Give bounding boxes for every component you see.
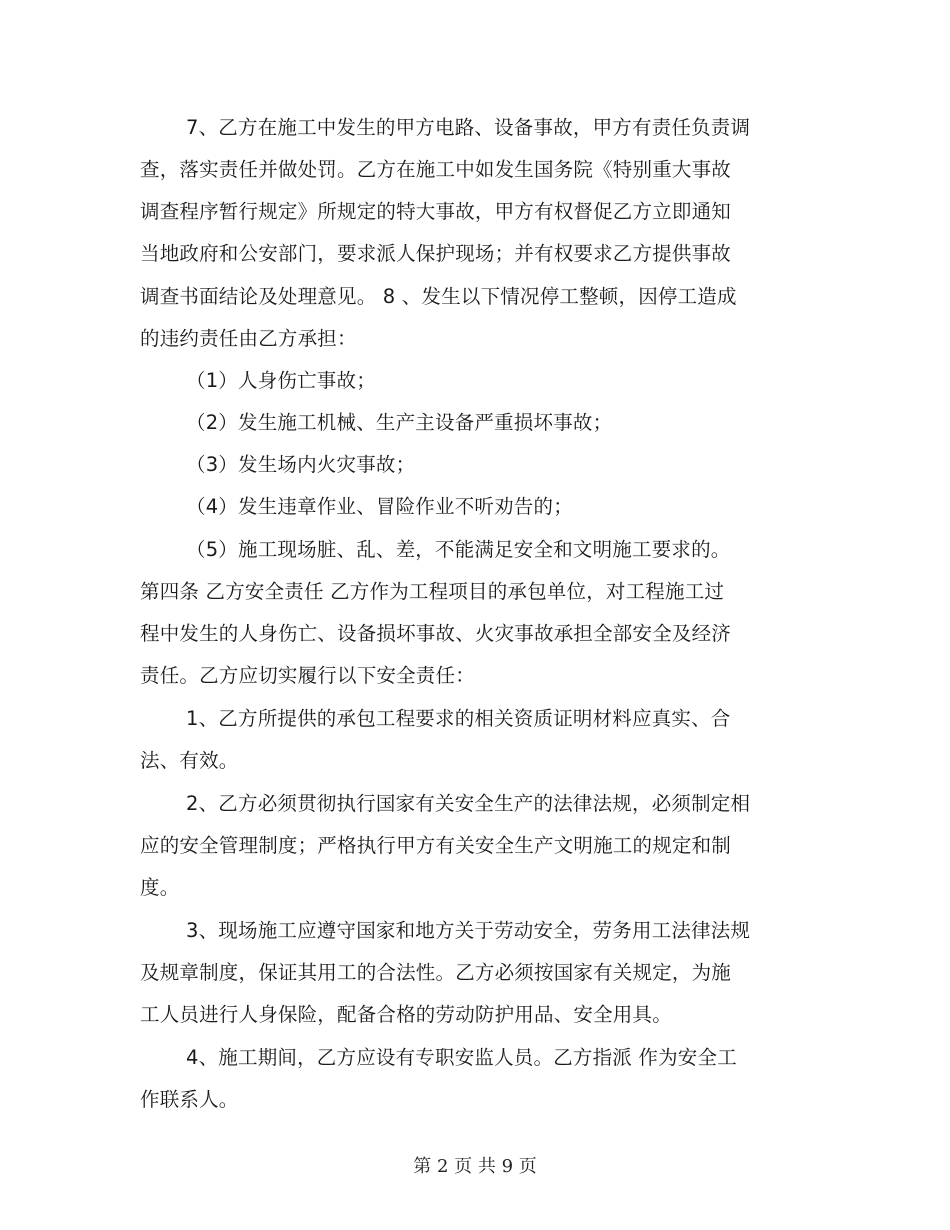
paragraph-line: 1、乙方所提供的承包工程要求的相关资质证明材料应真实、合 xyxy=(186,707,731,730)
paragraph-line: 调查书面结论及处理意见。 8 、发生以下情况停工整顿，因停工造成 xyxy=(140,285,737,308)
paragraph-line: 工人员进行人身保险，配备合格的劳动防护用品、安全用具。 xyxy=(140,1003,672,1026)
list-item: （3）发生场内火灾事故； xyxy=(186,453,416,476)
paragraph-line: 3、现场施工应遵守国家和地方关于劳动安全，劳务用工法律法规 xyxy=(186,919,751,942)
paragraph-line: 责任。乙方应切实履行以下安全责任： xyxy=(140,664,475,687)
paragraph-line: 程中发生的人身伤亡、设备损坏事故、火灾事故承担全部安全及经济 xyxy=(140,622,732,645)
paragraph-line: 7、乙方在施工中发生的甲方电路、设备事故，甲方有责任负责调 xyxy=(186,116,751,139)
paragraph-line: 的违约责任由乙方承担： xyxy=(140,327,357,350)
paragraph-line: 4、施工期间，乙方应设有专职安监人员。乙方指派 作为安全工 xyxy=(186,1046,737,1069)
paragraph-line: 应的安全管理制度；严格执行甲方有关安全生产文明施工的规定和制 xyxy=(140,834,732,857)
list-item: （4）发生违章作业、冒险作业不听劝告的； xyxy=(186,495,573,518)
list-item: （5）施工现场脏、乱、差，不能满足安全和文明施工要求的。 xyxy=(186,538,731,561)
paragraph-line: 当地政府和公安部门，要求派人保护现场；并有权要求乙方提供事故 xyxy=(140,242,732,265)
list-item: （1）人身伤亡事故； xyxy=(186,369,376,392)
paragraph-line: 及规章制度，保证其用工的合法性。乙方必须按国家有关规定，为施 xyxy=(140,961,732,984)
paragraph-line: 法、有效。 xyxy=(140,749,239,772)
page-number-footer: 第 2 页 共 9 页 xyxy=(413,1156,537,1177)
paragraph-line: 2、乙方必须贯彻执行国家有关安全生产的法律法规，必须制定相 xyxy=(186,792,751,815)
paragraph-line: 度。 xyxy=(140,876,180,899)
section-heading-line: 第四条 乙方安全责任 乙方作为工程项目的承包单位，对工程施工过 xyxy=(140,580,725,603)
paragraph-line: 查，落实责任并做处罚。乙方在施工中如发生国务院《特别重大事故 xyxy=(140,158,732,181)
list-item: （2）发生施工机械、生产主设备严重损坏事故； xyxy=(186,411,613,434)
paragraph-line: 作联系人。 xyxy=(140,1088,239,1111)
paragraph-line: 调查程序暂行规定》所规定的特大事故，甲方有权督促乙方立即通知 xyxy=(140,200,732,223)
